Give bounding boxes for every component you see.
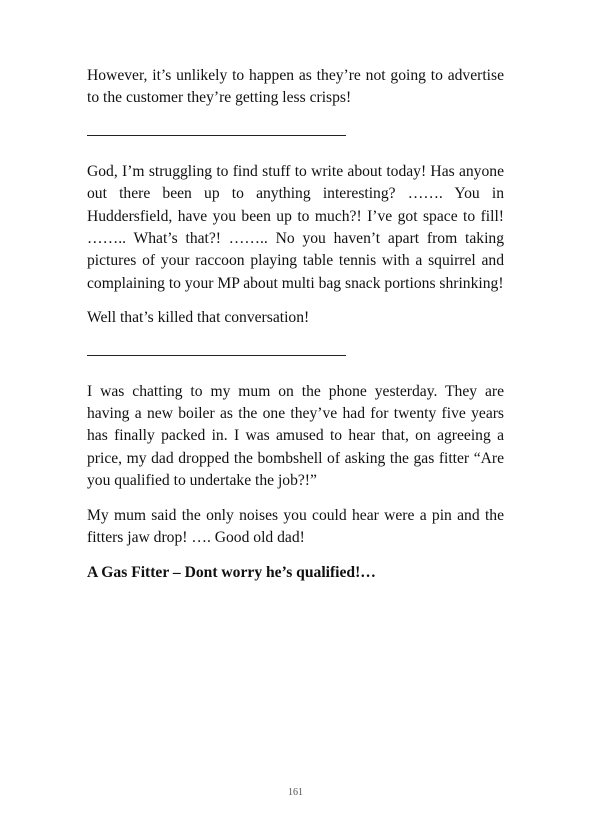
paragraph-killed-conversation: Well that’s killed that conversation!: [87, 309, 310, 327]
paragraph-boiler: I was chatting to my mum on the phone yesterday. They are having a new boiler as the one they’ve had for twenty five years has finally packed in. I was amused to hear that, on agreeing a price, my dad dropped the bombshell of asking the gas fitter “Are you qualified to undertake the job?!”: [87, 382, 504, 490]
page-content: [87, 65, 504, 584]
spacer: [87, 356, 504, 381]
caption-gas-fitter: A Gas Fitter – Dont worry he’s qualified!…: [87, 563, 376, 581]
paragraph-struggling: God, I’m struggling to find stuff to write about today! Has anyone out there been up to anything interesting? ……. You in Huddersfield, have you been up to much?! I’ve got space to fill! …….. What’s that?! …….. No you haven’t apart from taking pictures of your raccoon playing table tennis with a squirrel and complaining to your MP about multi bag snack portions shrinking!: [87, 162, 504, 292]
spacer: [87, 136, 504, 161]
spacer: [87, 330, 504, 355]
spacer: [87, 110, 504, 135]
paragraph-jaw-drop: My mum said the only noises you could hear were a pin and the fitters jaw drop! …. Good old dad!: [87, 506, 504, 547]
paragraph-crisps: However, it’s unlikely to happen as they’re not going to advertise to the customer they’re getting less crisps!: [87, 67, 504, 107]
page-number: 161: [288, 787, 303, 798]
